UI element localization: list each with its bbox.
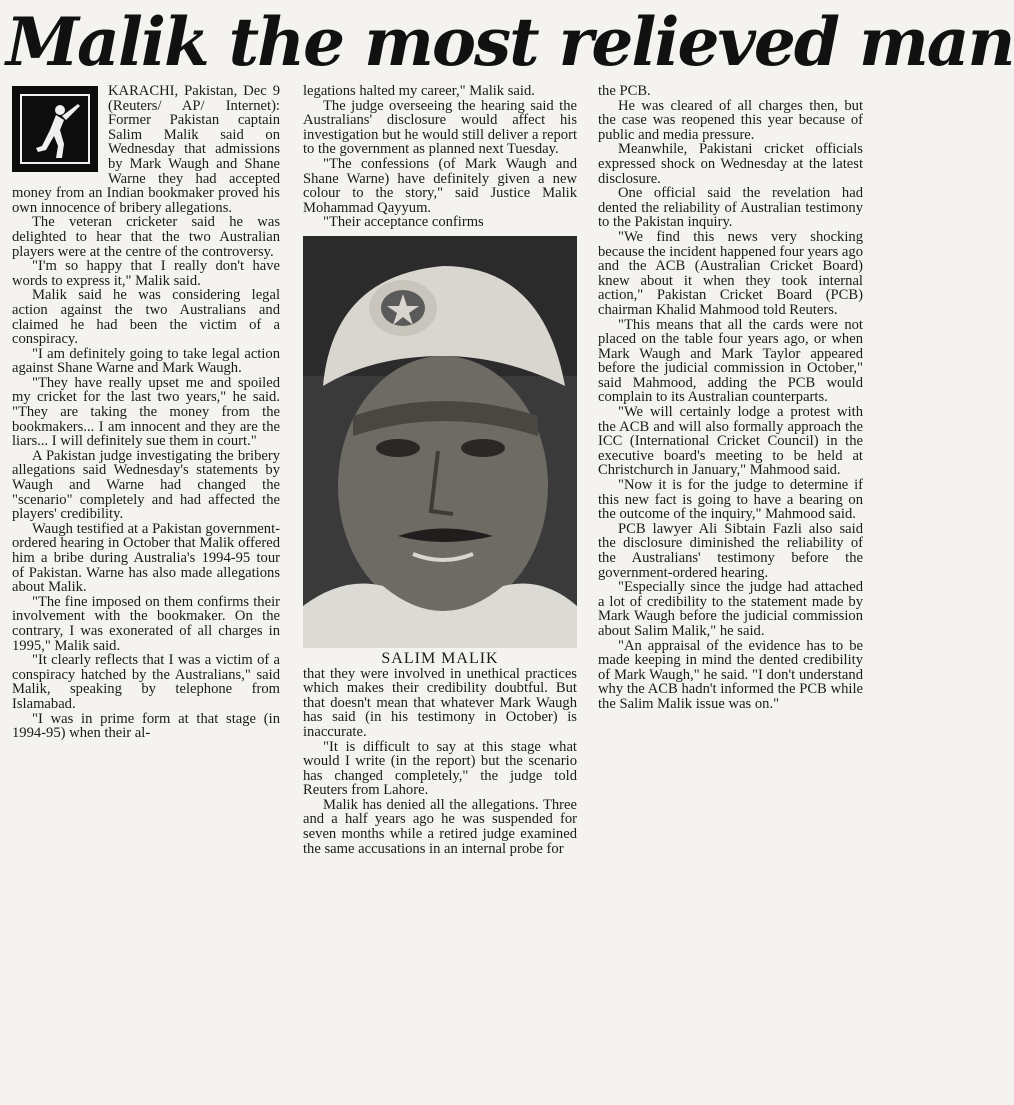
paragraph: legations halted my career," Malik said. (303, 83, 535, 99)
paragraph: "Now it is for the judge to determine if this new fact is going to have a bearing on the outcome of the inquiry," Mahmood said. (598, 477, 863, 523)
paragraph: "They have really upset me and spoiled my cricket for the last two years," he said. "They are taking the money from the bookmakers... I am innocent and they are the liars... I will definitely sue them in court." (12, 374, 280, 450)
dateline: KARACHI, Pakistan, Dec 9 (Reuters/ AP/ Internet): (108, 83, 280, 114)
paragraph: The judge overseeing the hearing said the Australians' disclosure would affect his investigation but he would still deliver a report to the government as planned next Tuesday. (303, 97, 577, 158)
paragraph: "Their acceptance confirms (323, 214, 484, 231)
paragraph: "It clearly reflects that I was a victim of a conspiracy hatched by the Australians," said Malik, speaking by telephone from Islamabad. (12, 652, 280, 712)
paragraph: Malik has denied all the allegations. Three and a half years ago he was suspended for seven months while a retired judge examined the same accusations in an internal probe for (303, 796, 577, 857)
headline: Malik the most relieved man (6, 3, 1014, 81)
paragraph: that they were involved in unethical practices which makes their credibility doubtful. But that doesn't mean that whatever Mark Waugh has said (in his testimony in October) is inaccurate. (303, 665, 577, 740)
paragraph: "I'm so happy that I really don't have words to express it," Malik said. (12, 258, 280, 289)
article-column-3 (598, 84, 863, 712)
paragraph: "I was in prime form at that stage (in 1994-95) when their al- (12, 710, 280, 742)
paragraph: One official said the revelation had dented the reliability of Australian testimony to the Pakistan inquiry. (598, 185, 863, 231)
photo-caption: SALIM MALIK (381, 649, 499, 667)
paragraph: "I am definitely going to take legal action against Shane Warne and Mark Waugh. (12, 345, 280, 377)
article-column-1 (12, 84, 280, 741)
paragraph: He was cleared of all charges then, but the case was reopened this year because of public and media pressure. (598, 97, 863, 143)
paragraph: the PCB. (598, 83, 651, 99)
salim-malik-photo (303, 236, 577, 648)
paragraph: "Especially since the judge had attached a lot of credibility to the statement made by Mark Waugh before the judicial commission about Salim Malik," he said. (598, 579, 863, 639)
paragraph: "This means that all the cards were not placed on the table four years ago, or when Mark Waugh and Mark Taylor appeared before the judicial commission in October," said Mahmood, adding the PCB would complain to its Australian counterparts. (598, 316, 863, 406)
paragraph: Malik said he was considering legal action against the two Australians and claimed he had been the victim of a conspiracy. (12, 287, 280, 348)
paragraph: "An appraisal of the evidence has to be made keeping in mind the dented credibility of Mark Waugh," he said. "I don't understand why the ACB hadn't informed the PCB while the Salim Malik issue was on." (598, 637, 863, 712)
paragraph: "We find this news very shocking because the incident happened four years ago and the ACB (Australian Cricket Board) knew about it when they took internal action," Pakistan Cricket Board (PCB) chairman Khalid Mahmood told Reuters. (598, 228, 864, 318)
paragraph: "The confessions (of Mark Waugh and Shane Warne) have definitely given a new colour to the story," said Justice Malik Mohammad Qayyum. (303, 155, 577, 216)
paragraph: Waugh testified at a Pakistan government-ordered hearing in October that Malik offered him a bribe during Australia's 1994-95 tour of Pakistan. Warne has also made allegations about Malik. (12, 520, 280, 596)
article-column-2 (303, 84, 577, 856)
paragraph: A Pakistan judge investigating the bribery allegations said Wednesday's statements by Waugh and Warne had changed the "scenario" completely and had affected the players' credibility. (12, 447, 280, 523)
paragraph: "The fine imposed on them confirms their involvement with the bookmaker. On the contrary, I was exonerated of all charges in 1995," Malik said. (12, 593, 280, 654)
paragraph: PCB lawyer Ali Sibtain Fazli also said the disclosure diminished the reliability of the Australians' testimony before the government-ordered hearing. (598, 520, 863, 581)
cricket-batsman-icon (12, 86, 98, 172)
paragraph: Former Pakistan captain Salim Malik said on Wednesday that admissions by Mark Waugh and Shane Warne they had accepted money from an Indian bookmaker proved his own innocence of bribery allegations. (12, 112, 280, 216)
paragraph: "We will certainly lodge a protest with the ACB and will also formally approach the ICC (International Cricket Council) in the executive board's meeting to be held at Christchurch in January," Mahmood said. (598, 404, 863, 479)
paragraph: The veteran cricketer said he was delighted to hear that the two Australian players were at the centre of the controversy. (12, 214, 280, 260)
paragraph: Meanwhile, Pakistani cricket officials expressed shock on Wednesday at the latest disclosure. (598, 141, 863, 187)
paragraph: "It is difficult to say at this stage what would I write (in the report) but the scenario has changed completely," the judge told Reuters from Lahore. (303, 738, 577, 799)
